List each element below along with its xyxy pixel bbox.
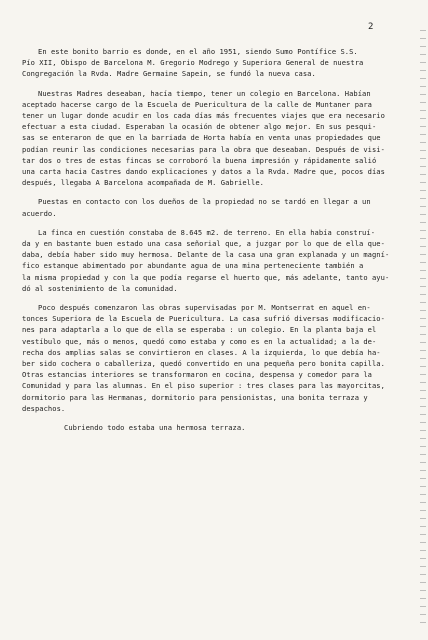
text-line: da y en bastante buen estado una casa señorial que, a juzgar por lo que de ella que- <box>22 239 385 249</box>
paragraph-5 <box>22 302 406 414</box>
text-line: despachos. <box>22 403 66 413</box>
paragraph-4 <box>22 227 406 294</box>
text-line: efectuar a esta ciudad. Esperaban la ocasión de obtener algo mejor. En sus pesqui- <box>22 122 377 132</box>
page-number: 2 <box>368 22 374 32</box>
text-line: sas se enteraron de que en la barriada de Horta había en venta unas propiedades que <box>22 133 381 143</box>
text-line: podían reunir las condiciones necesarias para la obra que deseaban. Después de visi- <box>22 144 385 154</box>
text-line: Puestas en contacto con los dueños de la propiedad no se tardó en llegar a un <box>38 197 371 207</box>
text-line: Poco después comenzaron las obras supervisadas por M. Montserrat en aquel en- <box>38 303 371 313</box>
text-line: tener un lugar donde acudir en los cada días más frecuentes viajes que era necesario <box>22 111 385 121</box>
text-line: Otras estancias interiores se transformaron en cocina, despensa y comedor para la <box>22 370 372 380</box>
paragraph-6 <box>22 422 406 433</box>
text-line: ber sido cochera o caballeriza, quedó convertido en una pequeña pero bonita capilla. <box>22 359 385 369</box>
text-line: nes para adaptarla a lo que de ella se esperaba : un colegio. En la planta baja el <box>22 325 377 335</box>
text-line: fico estanque abimentado por abundante agua de una mina perteneciente también a <box>22 261 364 271</box>
text-line: la misma propiedad y con la que podía regarse el huerto que, más adelante, tanto ayu- <box>22 272 390 282</box>
text-line: después, llegaba A Barcelona acompañada de M. Gabrielle. <box>22 178 264 188</box>
paragraph-1 <box>22 46 406 80</box>
text-line: dormitorio para las Hermanas, dormitorio para pensionistas, una bonita terraza y <box>22 392 368 402</box>
text-line: daba, debía haber sido muy hermosa. Delante de la casa una gran explanada y un magní- <box>22 250 390 260</box>
paragraph-2 <box>22 88 406 189</box>
text-line: Cubriendo todo estaba una hermosa terraza. <box>64 423 246 433</box>
text-line: La finca en cuestión constaba de 8.645 m2. de terreno. En ella había construí- <box>38 227 376 237</box>
text-line: vestíbulo que, más o menos, quedó como estaba y como es en la actualidad; a la de- <box>22 336 377 346</box>
document-body <box>22 46 406 441</box>
text-line: Comunidad y para las alumnas. En el piso superior : tres clases para las mayorcitas, <box>22 381 385 391</box>
text-line: tar dos o tres de estas fincas se corroboró la buena impresión y rápidamente salió <box>22 155 377 165</box>
text-line: Congregación la Rvda. Madre Germaine Sapein, se fundó la nueva casa. <box>22 69 316 79</box>
text-line: acuerdo. <box>22 208 57 218</box>
text-line: En este bonito barrio es donde, en el año 1951, siendo Sumo Pontífice S.S. <box>38 47 358 56</box>
text-line: aceptado hacerse cargo de la Escuela de Puericultura de la calle de Muntaner para <box>22 99 372 109</box>
text-line: tonces Superiora de la Escuela de Puericultura. La casa sufrió diversas modificacio- <box>22 314 385 324</box>
text-line: recha dos amplias salas se convirtieron en clases. A la izquierda, lo que debía ha- <box>22 347 381 357</box>
margin-tick-marks <box>420 30 426 630</box>
text-line: dó al sostenimiento de la comunidad. <box>22 283 178 293</box>
text-line: una carta hacia Castres dando explicaciones y datos a la Rvda. Madre que, pocos días <box>22 167 385 177</box>
paragraph-3 <box>22 196 406 218</box>
text-line: Nuestras Madres deseaban, hacía tiempo, tener un colegio en Barcelona. Habían <box>38 88 371 98</box>
text-line: Pío XII, Obispo de Barcelona M. Gregorio Modrego y Superiora General de nuestra <box>22 58 364 68</box>
